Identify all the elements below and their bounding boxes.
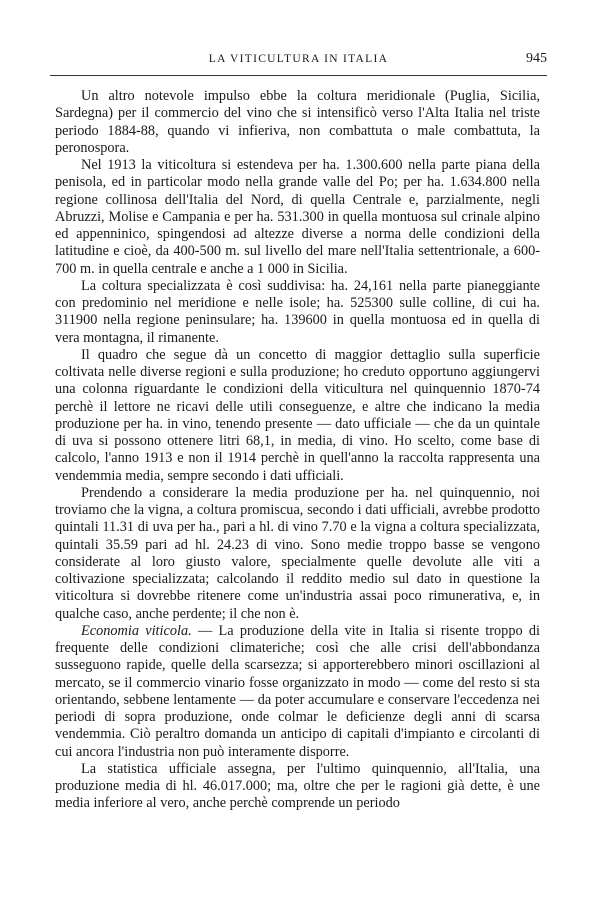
paragraph-1: [55, 88, 540, 157]
paragraph-6: [55, 623, 540, 761]
body-text: [55, 88, 540, 813]
running-header: [50, 53, 547, 71]
paragraph-2: [55, 157, 540, 278]
paragraph-1-text: Un altro notevole impulso ebbe la coltura meridionale (Puglia, Sicilia, Sardegna) per il commercio del vino che si intensificò verso l'Alta Italia nel triste periodo 1884-88, quando vi infieriva, non combattuta o male combattuta, la peronospora.: [55, 88, 540, 156]
paragraph-7: [55, 761, 540, 813]
paragraph-4: [55, 347, 540, 485]
paragraph-3-text: La coltura specializzata è così suddivisa: ha. 24,161 nella parte pianeggiante con predominio nel meridione e nelle isole; ha. 525300 sulle colline, di cui ha. 311900 nella regione peninsulare; ha. 139600 in quella montuosa ed in quella di vera montagna, il rimanente.: [55, 277, 540, 346]
section-lead-in: Economia viticola.: [81, 622, 192, 639]
paragraph-3: [55, 278, 540, 347]
paragraph-6-text: — La produzione della vite in Italia si risente troppo di frequente delle condizioni climateriche; così che alle crisi dell'abbondanza susseguono rapide, quelle della scarsezza; si apporterebbero minori oscillazioni al mercato, se il commercio vinario fosse organizzato in modo — come del resto si sta orientando, sebbene lentamente — da poter accumulare e conservare l'eccedenza nei periodi di sopra produzione, onde colmar le deficienze degli anni di scarsa vendemmia. Ciò peraltro domanda un anticipo di capitali d'impianto e circolanti di cui ancora l'industria non può interamente disporre.: [55, 622, 541, 760]
paragraph-4-text: Il quadro che segue dà un concetto di maggior dettaglio sulla superficie coltivata nelle diverse regioni e sulla produzione; ho creduto opportuno aggiungervi una colonna riguardante le condizioni della viticultura nel quinquennio 1870-74 perchè il lettore ne ricavi delle utili conseguenze, e altre che indicano la media produzione per ha. in vino, tenendo presente — dato ufficiale — che da un quintale di uva si possono ottenere litri 68,1, in media, di vino. Ho scelto, come base di calcolo, l'anno 1913 e non il 1914 perchè in quell'anno la raccolta rappresenta una vendemmia media, sempre secondo i dati ufficiali.: [55, 346, 540, 484]
paragraph-7-text: La statistica ufficiale assegna, per l'ultimo quinquennio, all'Italia, una produzione media di hl. 46.017.000; ma, oltre che per le ragioni già dette, è une media inferiore al vero, anche perchè comprende un periodo: [55, 760, 540, 812]
header-rule: [50, 75, 547, 76]
running-title: LA VITICULTURA IN ITALIA: [208, 53, 389, 65]
paragraph-5-text: Prendendo a considerare la media produzione per ha. nel quinquennio, noi troviamo che la vigna, a coltura promiscua, secondo i dati ufficiali, avrebbe prodotto quintali 11.31 di uva per ha., pari a hl. di vino 7.70 e la vigna a coltura specializzata, quintali 35.59 pari ad hl. 24.23 di vino. Sono medie troppo basse se vengono considerate al loro giusto valore, specialmente quelle devolute alle viti a coltivazione specializzata; calcolando il reddito medio sul dato in questione la viticoltura si dovrebbe ritenere come un'industria assai poco rimunerativa, e, in qualche caso, anche perdente; il che non è.: [55, 484, 540, 622]
paragraph-2-text: Nel 1913 la viticoltura si estendeva per ha. 1.300.600 nella parte piana della penisola, ed in particolar modo nella grande valle del Po; per ha. 1.634.800 nella regione collinosa dell'Italia del Nord, di quella Centrale e, parzialmente, negli Abruzzi, Molise e Campania e per ha. 531.300 in quella montuosa sul crinale alpino ed appenninico, spingendosi ad altezze diverse a norma delle condizioni della latitudine e cioè, da 400-500 m. sul livello del mare nell'Italia settentrionale, a 600-700 m. in quella centrale e anche a 1 000 in Sicilia.: [55, 157, 540, 277]
paragraph-5: [55, 485, 540, 623]
page-number: 945: [526, 51, 547, 66]
